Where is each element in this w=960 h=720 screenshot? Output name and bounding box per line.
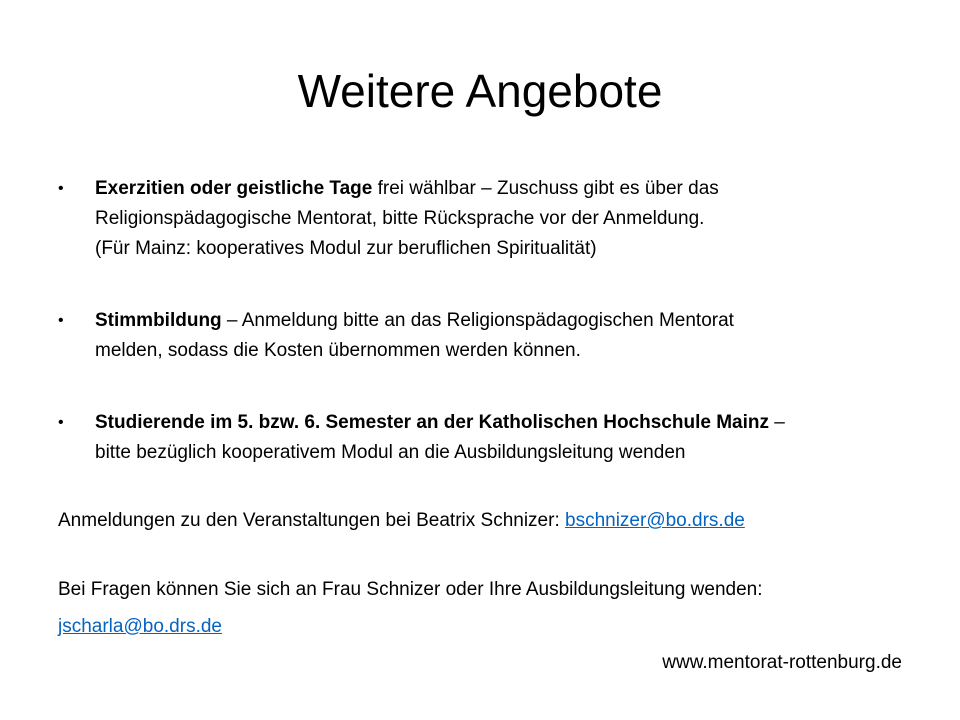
bullet-bold-text: Studierende im 5. bzw. 6. Semester an der Katholischen Hochschule Mainz bbox=[95, 412, 769, 433]
bullet-item-studierende bbox=[58, 408, 928, 468]
registration-paragraph bbox=[58, 506, 745, 536]
bullet-dot-icon: • bbox=[58, 180, 64, 197]
registration-text: Anmeldungen zu den Veranstaltungen bei Beatrix Schnizer: bbox=[58, 510, 565, 531]
bullet-text: bitte bezüglich kooperativem Modul an die Ausbildungsleitung wenden bbox=[95, 442, 686, 463]
bullet-text: – Anmeldung bitte an das Religionspädagogischen Mentorat bbox=[221, 310, 734, 331]
slide-title: Weitere Angebote bbox=[297, 65, 663, 117]
bullet-text: frei wählbar – Zuschuss gibt es über das bbox=[372, 178, 719, 199]
registration-email-link[interactable]: bschnizer@bo.drs.de bbox=[565, 510, 745, 531]
bullet-bold-text: Exerzitien oder geistliche Tage bbox=[95, 178, 373, 199]
bullet-text: Religionspädagogische Mentorat, bitte Rücksprache vor der Anmeldung. bbox=[95, 208, 705, 229]
bullet-text: (Für Mainz: kooperatives Modul zur beruflichen Spiritualität) bbox=[95, 238, 597, 259]
bullet-item-stimmbildung bbox=[58, 306, 928, 366]
questions-email-paragraph bbox=[58, 612, 222, 642]
bullet-item-exerzitien bbox=[58, 174, 928, 264]
bullet-dot-icon: • bbox=[58, 312, 64, 329]
questions-paragraph: Bei Fragen können Sie sich an Frau Schnizer oder Ihre Ausbildungsleitung wenden: bbox=[58, 579, 763, 600]
bullet-text: melden, sodass die Kosten übernommen werden können. bbox=[95, 340, 581, 361]
website-url: www.mentorat-rottenburg.de bbox=[662, 652, 902, 673]
bullet-dot-icon: • bbox=[58, 414, 64, 431]
bullet-list bbox=[58, 174, 928, 468]
questions-email-link[interactable]: jscharla@bo.drs.de bbox=[58, 616, 222, 637]
bullet-text: – bbox=[768, 412, 785, 433]
bullet-bold-text: Stimmbildung bbox=[95, 310, 222, 331]
